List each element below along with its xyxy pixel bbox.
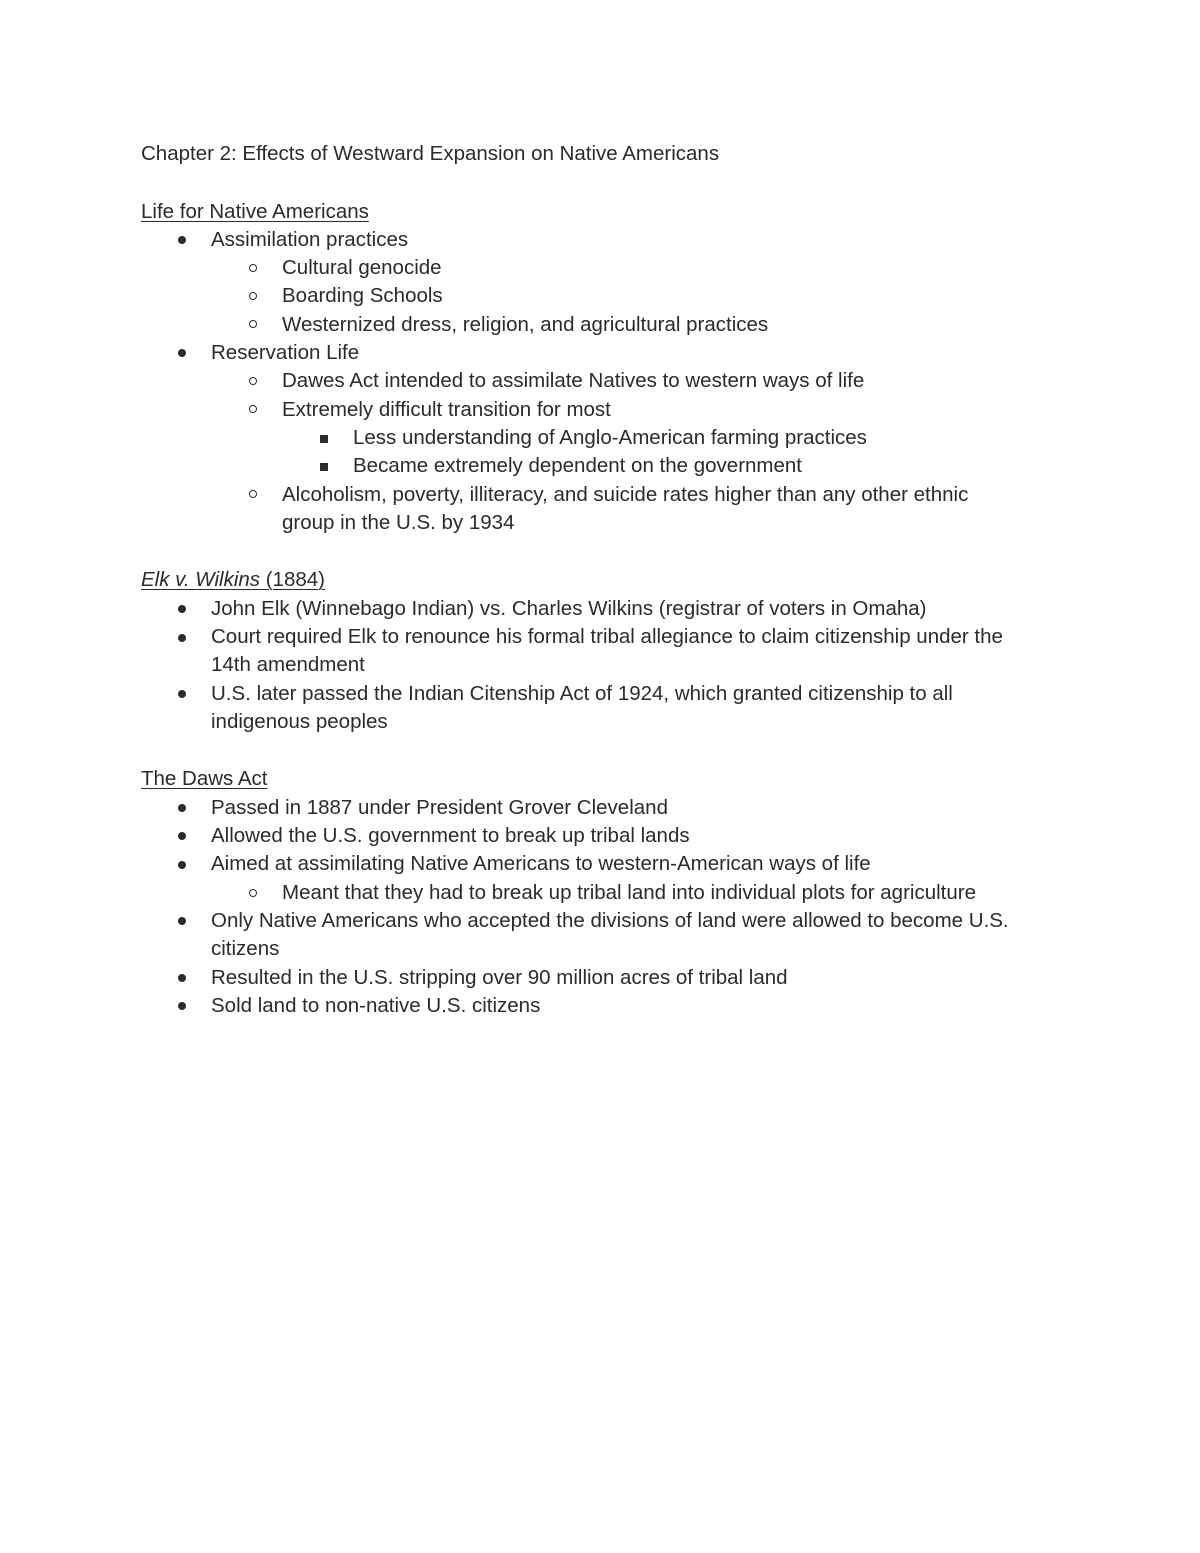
- list-item: Dawes Act intended to assimilate Natives to western ways of life: [282, 369, 865, 392]
- list-item: John Elk (Winnebago Indian) vs. Charles Wilkins (registrar of voters in Omaha): [211, 597, 927, 620]
- case-name: Elk v. Wilkins: [141, 568, 261, 591]
- list-item-continuation: 14th amendment: [211, 653, 365, 676]
- list-item: Meant that they had to break up tribal land into individual plots for agriculture: [282, 881, 976, 904]
- case-year: (1884): [260, 568, 325, 591]
- list-item: Westernized dress, religion, and agricultural practices: [282, 313, 769, 336]
- bullet-disc-icon: [178, 634, 186, 642]
- list-item: Extremely difficult transition for most: [282, 398, 611, 421]
- bullet-disc-icon: [178, 861, 186, 869]
- list-item: Aimed at assimilating Native Americans to western-American ways of life: [211, 852, 871, 875]
- list-item: Passed in 1887 under President Grover Cleveland: [211, 796, 668, 819]
- bullet-square-icon: [320, 463, 328, 471]
- list-item: Became extremely dependent on the government: [353, 454, 802, 477]
- bullet-disc-icon: [178, 605, 186, 613]
- list-item: Boarding Schools: [282, 284, 443, 307]
- list-item: Allowed the U.S. government to break up tribal lands: [211, 824, 690, 847]
- bullet-circle-icon: [249, 490, 257, 498]
- bullet-disc-icon: [178, 236, 186, 244]
- list-item-continuation: indigenous peoples: [211, 710, 388, 733]
- bullet-disc-icon: [178, 804, 186, 812]
- bullet-circle-icon: [249, 405, 257, 413]
- list-item: Resulted in the U.S. stripping over 90 million acres of tribal land: [211, 966, 788, 989]
- bullet-disc-icon: [178, 349, 186, 357]
- bullet-disc-icon: [178, 1002, 186, 1010]
- list-item: Only Native Americans who accepted the divisions of land were allowed to become U.S.: [211, 909, 1009, 932]
- list-item: Court required Elk to renounce his formal tribal allegiance to claim citizenship under the: [211, 625, 1003, 648]
- list-item: Less understanding of Anglo-American farming practices: [353, 426, 867, 449]
- list-item: U.S. later passed the Indian Citenship Act of 1924, which granted citizenship to all: [211, 682, 953, 705]
- list-item-continuation: group in the U.S. by 1934: [282, 511, 515, 534]
- bullet-square-icon: [320, 435, 328, 443]
- document-title: Chapter 2: Effects of Westward Expansion on Native Americans: [141, 142, 720, 165]
- bullet-circle-icon: [249, 320, 257, 328]
- list-item-continuation: citizens: [211, 937, 280, 960]
- list-item: Cultural genocide: [282, 256, 442, 279]
- list-item: Alcoholism, poverty, illiteracy, and suicide rates higher than any other ethnic: [282, 483, 969, 506]
- bullet-disc-icon: [178, 690, 186, 698]
- bullet-circle-icon: [249, 292, 257, 300]
- list-item: Sold land to non-native U.S. citizens: [211, 994, 541, 1017]
- section-heading-life-for-native-americans: Life for Native Americans: [141, 200, 369, 223]
- list-item: Assimilation practices: [211, 228, 409, 251]
- bullet-circle-icon: [249, 889, 257, 897]
- list-item: Reservation Life: [211, 341, 360, 364]
- section-heading-the-daws-act: The Daws Act: [141, 767, 268, 790]
- bullet-disc-icon: [178, 974, 186, 982]
- bullet-disc-icon: [178, 917, 186, 925]
- section-heading-elk-v-wilkins: [141, 566, 325, 594]
- bullet-circle-icon: [249, 264, 257, 272]
- bullet-circle-icon: [249, 377, 257, 385]
- bullet-disc-icon: [178, 832, 186, 840]
